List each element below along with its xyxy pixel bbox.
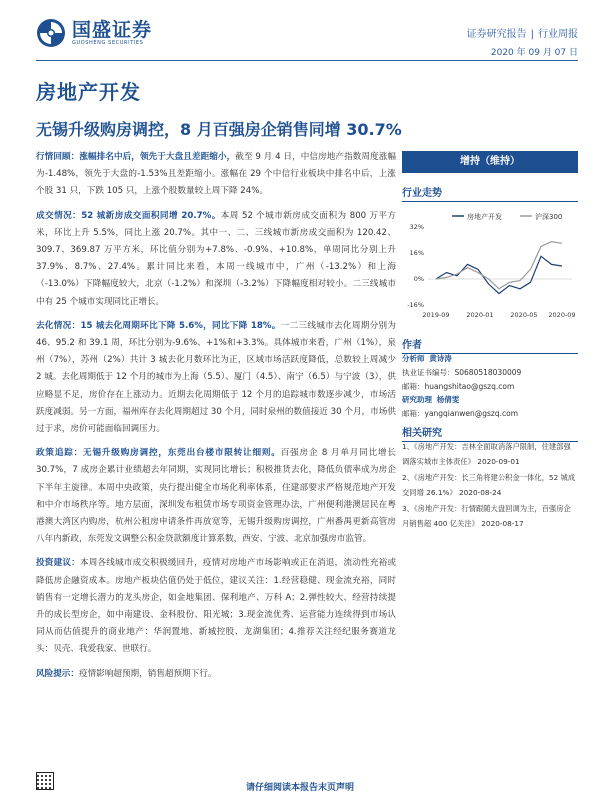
- paragraph-text: 截至 9 月 4 日，中信房地产指数周度涨幅为-1.48%，领先于大盘的-1.53%且差距缩小。涨幅在 29 个中信行业板块中排名中后，上涨个股 31 只，下跌 105 只，上涨个股数量较上周下降 24%。: [36, 152, 396, 197]
- research-date: 2020-08-17: [481, 518, 524, 528]
- legend-real-estate: 房地产开发: [467, 213, 502, 221]
- research-date: 2020-08-24: [459, 487, 502, 497]
- paragraph-transactions: [36, 208, 396, 311]
- license-number: S0680518030009: [454, 367, 522, 377]
- analyst-label: 分析师: [402, 354, 425, 363]
- assistant-row: [402, 393, 578, 407]
- logo-english: GUOSHENG SECURITIES: [72, 40, 144, 46]
- license-label: 执业证书编号：: [402, 367, 455, 377]
- paragraph-lead: 投资建议：: [36, 558, 80, 569]
- y-tick-label: 16%: [409, 249, 424, 257]
- logo-name: 国盛证券: [72, 19, 153, 41]
- paragraph-text: 疫情影响超预期，销售超预期下行。: [78, 668, 217, 679]
- paragraph-lead: 政策追踪：无锡升级购房调控，东莞出台楼市限转让细则。: [36, 448, 281, 459]
- section-title: 房地产开发: [36, 80, 141, 104]
- research-item[interactable]: [402, 471, 578, 500]
- paragraph-lead: 去化情况：15 城去化周期环比下降 5.6%，同比下降 18%。: [36, 320, 281, 331]
- paragraph-market-review: [36, 149, 396, 201]
- research-title: 1、《房地产开发：吉林全面取消落户限制，住建部强调落实城市主体责任》: [402, 442, 571, 466]
- paragraph-inventory: [36, 318, 396, 438]
- paragraph-text: 百强房企 8 月单月同比增长 30.7%，7 成房企累计业绩超去年同期，实现同比增长；积极推货去化，降低负债率成为房企下半年主旋律。本周中央政策，央行提出健全市场化利率体系，住建部要求严格规范地产开发和中介市场秩序等。地方层面，深圳发布租赁市场专项资金管理办法，广州便利港澳居民在粤港澳大湾区内购房，杭州公租房申请条件再放宽等，无锡升级购房调控，广州番禺更新高管房八年内新政，东莞发文调整公积金贷款额度计算系数，西安、宁波、北京加强房市监管。: [36, 448, 396, 545]
- report-title: 无锡升级购房调控，8 月百强房企销售同增 30.7%: [36, 120, 402, 139]
- license-row: [402, 366, 578, 380]
- header-divider: [36, 60, 578, 61]
- report-category-label: 行业周报: [538, 29, 578, 40]
- email-label: 邮箱：: [402, 381, 425, 391]
- authors-heading: 作者: [402, 336, 578, 354]
- analyst-row: [402, 352, 578, 366]
- paragraph-text: 一二三线城市去化周期分别为 46、95.2 和 39.1 周，环比分别为-9.6%、+1%和+3.3%。具体城市来看，广州（1%），泉州（7%），苏州（2%）共计 3 城去化月数环比为正，区域市场活跃度降低，总数较上周减少 2 城。去化周期低于 12 个月的城市为上海（5.5）、厦门（4.5）、南宁（6.5）与宁波（3），供应略显不足，房价存在上涨动力。近期去化周期低于 12 个月的追踪城市数逐步减少，市场活跃度减弱。另一方面，福州库存去化周期超过 30 个月，同时泉州的数值接近 30 个月，市场供过于求，房价可能面临回调压力。: [36, 320, 396, 435]
- x-tick-label: 2020-05: [510, 311, 538, 319]
- research-item[interactable]: [402, 502, 578, 531]
- logo-icon: [36, 18, 66, 48]
- y-tick-label: 32%: [409, 223, 424, 231]
- report-body: [36, 149, 396, 690]
- paragraph-text: 本周 52 个城市新房成交面积为 800 万平方米，环比上升 5.5%，同比上涨 20.7%。其中一、二、三线城市新房成交面积为 120.42、309.7、369.87 万平方米，环比值分别为+7.8%、-0.9%、+10.8%，单周同比分别上升 37.9%、8.7%、27.4%。累计同比来看，本周一线城市中，广州（-13.2%）和上海（-13.0%）下降幅度较大，北京（-1.2%）和深圳（-3.2%）下降幅度相对较小。二三线城市中有 25 个城市实现同比正增长。: [36, 210, 397, 307]
- trend-heading: 行业走势: [402, 184, 578, 202]
- legend-csi300: 沪深300: [535, 213, 563, 221]
- research-date: 2020-09-01: [477, 456, 520, 466]
- x-tick-label: 2019-09: [422, 311, 450, 319]
- paragraph-policy: [36, 445, 396, 548]
- company-logo: [36, 18, 152, 48]
- x-tick-label: 2020-09: [548, 311, 576, 319]
- research-item[interactable]: [402, 440, 578, 469]
- x-tick-label: 2020-01: [466, 311, 494, 319]
- assistant-name: 杨倩雯: [436, 395, 460, 405]
- research-heading: 相关研究: [402, 424, 578, 442]
- research-title: 2、《房地产开发：长三角将建公积金一体化，52 城成交同增 26.1%》: [402, 473, 576, 497]
- analyst-name: 黄诗涛: [429, 354, 452, 363]
- email-row: [402, 380, 578, 394]
- paragraph-text: 本周各线城市成交积极缓回升，疫情对房地产市场影响或正在消退，流动性充裕或降低房企融资成本。房地产板块估值仍处于低位，建议关注：1.经营稳健、现金流充裕，同时销售有一定增长潜力的龙头房企，如金地集团、保利地产、万科 A；2.弹性较大、经营持续提升的成长型房企，如中南建设、金科股份、阳光城；3.现金流优秀、运营能力连续得到市场认同从而估值提升的商业地产：华润置地、新城控股、龙湖集团；4.推荐关注经纪服务赛道龙头：贝壳、我爱我家、世联行。: [36, 558, 396, 655]
- report-type: 证券研究报告 | 行业周报: [466, 29, 578, 40]
- report-date: 2020 年 09 月 07 日: [490, 48, 578, 58]
- research-title: 3、《房地产开发：行情跟随大盘回调为主，百强房企月销售超 400 亿关注》: [402, 504, 571, 528]
- email-label: 邮箱：: [402, 409, 425, 419]
- paragraph-lead: 行情回顾：涨幅排名中后，领先于大盘且差距缩小，: [36, 152, 236, 162]
- assistant-label: 研究助理: [402, 395, 432, 405]
- trend-chart: [402, 207, 578, 319]
- paragraph-investment: [36, 555, 396, 658]
- author-info: [402, 352, 578, 421]
- rating-badge: 增持（维持）: [402, 151, 578, 173]
- y-tick-label: 0%: [413, 275, 424, 283]
- assistant-email-row: [402, 407, 578, 421]
- series-line-csi300: [436, 242, 562, 289]
- paragraph-lead: 风险提示：: [36, 668, 79, 679]
- analyst-email[interactable]: huangshitao@gszq.com: [424, 381, 515, 391]
- report-type-label: 证券研究报告: [466, 29, 527, 40]
- related-research: [402, 440, 578, 533]
- y-tick-label: -16%: [407, 301, 424, 309]
- paragraph-risk: [36, 666, 396, 683]
- paragraph-lead: 成交情况：52 城新房成交面积同增 20.7%。: [36, 210, 221, 221]
- footer-disclaimer: 请仔细阅读本报告末页声明: [245, 783, 354, 793]
- series-layer: [436, 242, 562, 294]
- assistant-email[interactable]: yangqianwen@gszq.com: [424, 409, 519, 419]
